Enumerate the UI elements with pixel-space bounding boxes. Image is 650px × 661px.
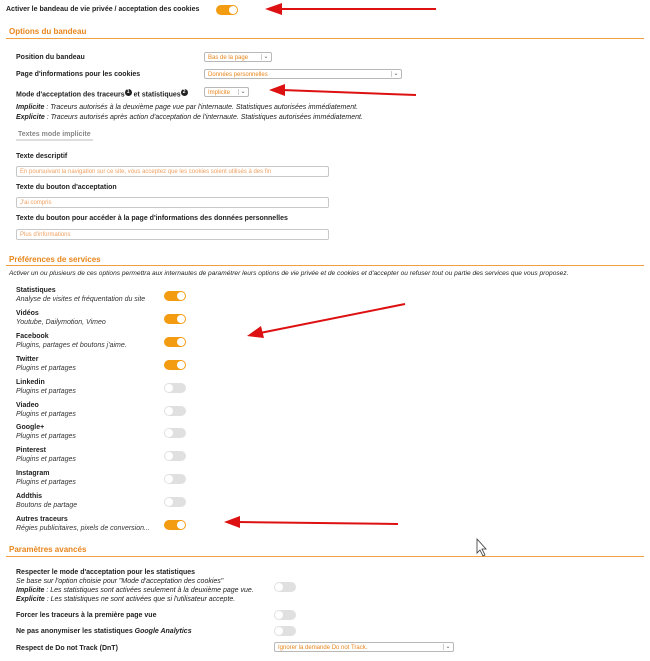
service-name: Vidéos	[16, 310, 39, 317]
explicit-term: Explicite	[16, 114, 45, 121]
chevron-down-icon: ⌄	[391, 71, 400, 77]
banner-options-title: Options du bandeau	[9, 27, 87, 36]
adv-implicit-desc: : Les statistiques sont activées seulement à la deuxième page vue.	[44, 587, 254, 594]
mode-label-part2: et statistiques	[133, 91, 181, 99]
mouse-cursor-icon	[477, 539, 486, 556]
chevron-down-icon: ⌄	[238, 89, 247, 95]
implicit-desc: : Traceurs autorisés à la deuxième page vue par l'internaute. Statistiques autorisées immédiatement.	[44, 104, 359, 111]
adv-explicit-term: Explicite	[16, 596, 45, 603]
service-name: Statistiques	[16, 287, 56, 294]
respect-label: Respecter le mode d'acceptation pour les statistiques	[16, 569, 196, 576]
arrow-icon	[265, 3, 436, 15]
service-name: Pinterest	[16, 447, 46, 454]
service-name: Instagram	[16, 470, 50, 477]
service-desc: Plugins et partages	[16, 433, 76, 440]
position-label: Position du bandeau	[16, 54, 85, 61]
service-desc: Plugins et partages	[16, 388, 76, 395]
advanced-title: Paramètres avancés	[9, 545, 87, 554]
explicit-desc: : Traceurs autorisés après action d'acceptation de l'internaute. Statistiques autorisées immédiatement.	[44, 114, 363, 121]
desc-text-label: Texte descriptif	[16, 153, 68, 160]
implicit-term: Implicite	[16, 104, 45, 111]
info-badge-1: 1	[125, 89, 132, 96]
service-desc: Plugins et partages	[16, 456, 76, 463]
accept-btn-label: Texte du bouton d'acceptation	[16, 184, 117, 191]
dnt-select-value: Ignorer la demande Do not Track.	[278, 645, 368, 651]
activate-banner-label: Activer le bandeau de vie privée / acceptation des cookies	[6, 6, 200, 13]
service-desc: Régies publicitaires, pixels de conversion...	[16, 525, 150, 532]
chevron-down-icon: ⌄	[443, 644, 452, 650]
force-label: Forcer les traceurs à la première page vue	[16, 612, 157, 619]
service-name: Linkedin	[16, 379, 45, 386]
info-badge-2: 2	[181, 89, 188, 96]
services-title: Préférences de services	[9, 255, 101, 264]
service-name: Twitter	[16, 356, 39, 363]
info-btn-label: Texte du bouton pour accéder à la page d'informations des données personnelles	[16, 215, 288, 222]
tab-implicit-texts[interactable]: Textes mode implicite	[16, 130, 93, 141]
anon-label-part2: Google Analytics	[134, 628, 192, 635]
dnt-label: Respect de Do not Track (DnT)	[16, 645, 118, 652]
info-page-label: Page d'informations pour les cookies	[16, 71, 141, 78]
accept-btn-input[interactable]: J'ai compris	[16, 197, 329, 208]
arrow-icon	[269, 84, 416, 96]
service-desc: Plugins, partages et boutons j'aime.	[16, 342, 127, 349]
mode-select-value: Implicite	[208, 90, 231, 96]
chevron-down-icon: ⌄	[261, 54, 270, 60]
info-btn-input[interactable]: Plus d'informations	[16, 229, 329, 240]
service-name: Google+	[16, 424, 45, 431]
service-desc: Boutons de partage	[16, 502, 78, 509]
service-name: Autres traceurs	[16, 516, 68, 523]
service-name: Facebook	[16, 333, 49, 340]
service-desc: Plugins et partages	[16, 479, 76, 486]
arrow-icon	[224, 516, 398, 528]
respect-desc: Se base sur l'option choisie pour "Mode d'acceptation des cookies"	[16, 578, 224, 585]
anon-label-part1: Ne pas anonymiser les statistiques	[16, 628, 135, 635]
desc-text-input[interactable]: En poursuivant la navigation sur ce site, vous acceptez que les cookies soient utilisés à des fin	[16, 166, 329, 177]
service-desc: Plugins et partages	[16, 365, 76, 372]
service-name: Viadeo	[16, 402, 39, 409]
position-select-value: Bas de la page	[208, 55, 249, 61]
adv-implicit-term: Implicite	[16, 587, 45, 594]
info-page-select-value: Données personnelles	[208, 72, 268, 78]
arrow-icon	[247, 304, 405, 338]
service-name: Addthis	[16, 493, 43, 500]
services-intro: Activer un ou plusieurs de ces options permettra aux internautes de paramétrer leurs options de vie privée et de cookies et d'accepter ou refuser tout ou partie des services que vous proposez.	[9, 270, 569, 277]
service-desc: Analyse de visites et fréquentation du site	[16, 296, 146, 303]
adv-explicit-desc: : Les statistiques ne sont activées que si l'utilisateur accepte.	[44, 596, 236, 603]
service-desc: Youtube, Dailymotion, Vimeo	[16, 319, 106, 326]
mode-label-part1: Mode d'acceptation des traceurs	[16, 91, 125, 99]
service-desc: Plugins et partages	[16, 411, 76, 418]
